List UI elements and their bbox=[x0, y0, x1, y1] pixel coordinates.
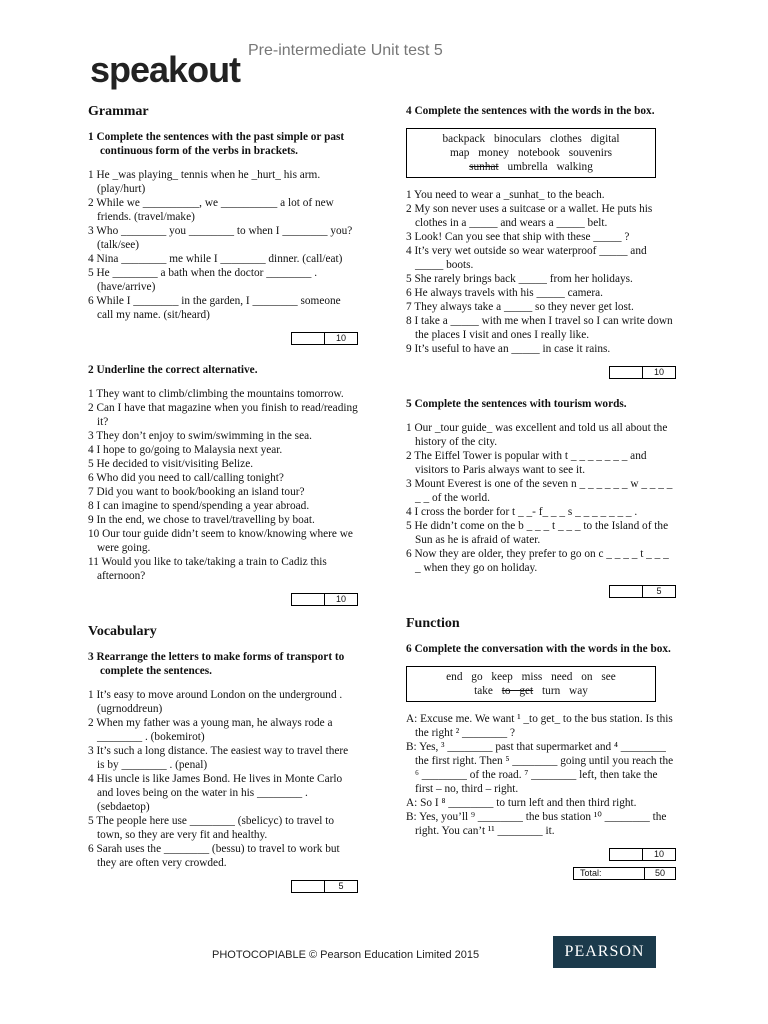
ex6-line: A: Excuse me. We want ¹ _to get_ to the bus station. Is this the right ² ________ ? bbox=[406, 713, 673, 739]
ex4-item: 5 She rarely brings back _____ from her holidays. bbox=[406, 273, 633, 285]
ex3-item: 6 Sarah uses the ________ (bessu) to travel to work but they are often very crowded. bbox=[88, 843, 340, 869]
ex2-item: 9 In the end, we chose to travel/travelling by boat. bbox=[88, 514, 315, 526]
ex1-instruction: 1 Complete the sentences with the past simple or past continuous form of the verbs in brackets. bbox=[88, 131, 345, 157]
ex6-line: B: Yes, ³ ________ past that supermarket and ⁴ ________ the first right. Then ⁵ ________ going until you reach the ⁶ ________ of the road. ⁷ ________ left, then take the first – no, third – right. bbox=[406, 741, 674, 795]
ex6-score-box: 10 bbox=[406, 848, 676, 861]
left-column bbox=[88, 104, 358, 911]
ex5-item: 4 I cross the border for t _ _- f_ _ _ s _ _ _ _ _ _ _ . bbox=[406, 506, 638, 518]
ex4-item: 2 My son never uses a suitcase or a wallet. He puts his clothes in a _____ and wears a _____ belt. bbox=[406, 203, 653, 229]
total-score-box: Total: 50 bbox=[406, 867, 676, 880]
ex6-line: A: So I ⁸ ________ to turn left and then third right. bbox=[406, 797, 637, 809]
ex4-item: 1 You need to wear a _sunhat_ to the beach. bbox=[406, 189, 605, 201]
ex4-item: 7 They always take a _____ so they never get lost. bbox=[406, 301, 634, 313]
ex2-item: 3 They don’t enjoy to swim/swimming in the sea. bbox=[88, 430, 312, 442]
ex5-instruction: 5 Complete the sentences with tourism words. bbox=[406, 398, 627, 410]
ex2-item: 7 Did you want to book/booking an island tour? bbox=[88, 486, 305, 498]
ex4-word-box: backpack binoculars clothes digital map money notebook souvenirs sunhat umbrella walking bbox=[406, 128, 656, 178]
ex2-item: 10 Our tour guide didn’t seem to know/knowing where we were going. bbox=[88, 528, 353, 554]
ex3-item: 5 The people here use ________ (sbelicyc) to travel to town, so they are very fit and healthy. bbox=[88, 815, 335, 841]
vocabulary-heading: Vocabulary bbox=[88, 624, 157, 639]
ex2-score-box: 10 bbox=[88, 593, 358, 606]
ex3-item: 2 When my father was a young man, he always rode a ________ . (bokemirot) bbox=[88, 717, 333, 743]
ex6-word-box: end go keep miss need on see take to get turn way bbox=[406, 666, 656, 702]
ex2-item: 2 Can I have that magazine when you finish to read/reading it? bbox=[88, 402, 358, 428]
ex4-instruction: 4 Complete the sentences with the words in the box. bbox=[406, 105, 655, 117]
ex4-item: 3 Look! Can you see that ship with these _____ ? bbox=[406, 231, 630, 243]
pearson-logo: PEARSON bbox=[553, 936, 656, 968]
ex6-line: B: Yes, you’ll ⁹ ________ the bus station ¹⁰ ________ the right. You can’t ¹¹ ________ it. bbox=[406, 811, 667, 837]
ex4-score-box: 10 bbox=[406, 366, 676, 379]
unit-title: Pre-intermediate Unit test 5 bbox=[248, 42, 443, 59]
ex3-item: 1 It’s easy to move around London on the underground . (ugrnoddreun) bbox=[88, 689, 343, 715]
ex5-item: 3 Mount Everest is one of the seven n _ _ _ _ _ _ w _ _ _ _ _ _ of the world. bbox=[406, 478, 673, 504]
ex3-instruction: 3 Rearrange the letters to make forms of transport to complete the sentences. bbox=[88, 651, 345, 677]
ex2-item: 5 He decided to visit/visiting Belize. bbox=[88, 458, 254, 470]
ex3-item: 3 It’s such a long distance. The easiest way to travel there is by ________ . (penal) bbox=[88, 745, 349, 771]
ex4-item: 9 It’s useful to have an _____ in case it rains. bbox=[406, 343, 611, 355]
ex2-item: 8 I can imagine to spend/spending a year abroad. bbox=[88, 500, 310, 512]
ex5-item: 5 He didn’t come on the b _ _ _ t _ _ _ to the Island of the Sun as he is afraid of water. bbox=[406, 520, 669, 546]
ex5-score-box: 5 bbox=[406, 585, 676, 598]
ex2-item: 11 Would you like to take/taking a train to Cadiz this afternoon? bbox=[88, 556, 327, 582]
ex2-item: 6 Who did you need to call/calling tonight? bbox=[88, 472, 284, 484]
ex1-item: 3 Who ________ you ________ to when I ________ you? (talk/see) bbox=[88, 225, 353, 251]
ex1-item: 5 He ________ a bath when the doctor ________ . (have/arrive) bbox=[88, 267, 318, 293]
ex2-instruction: 2 Underline the correct alternative. bbox=[88, 364, 258, 376]
ex2-item: 4 I hope to go/going to Malaysia next year. bbox=[88, 444, 283, 456]
function-heading: Function bbox=[406, 616, 460, 631]
ex1-item: 2 While we __________, we __________ a lot of new friends. (travel/make) bbox=[88, 197, 334, 223]
footer-copyright: PHOTOCOPIABLE © Pearson Education Limited 2015 bbox=[212, 949, 480, 961]
ex1-item: 6 While I ________ in the garden, I ________ someone call my name. (sit/heard) bbox=[88, 295, 341, 321]
grammar-heading: Grammar bbox=[88, 104, 149, 119]
ex5-item: 1 Our _tour guide_ was excellent and told us all about the history of the city. bbox=[406, 422, 668, 448]
ex5-item: 6 Now they are older, they prefer to go on c _ _ _ _ t _ _ _ _ when they go on holiday. bbox=[406, 548, 669, 574]
ex5-item: 2 The Eiffel Tower is popular with t _ _ _ _ _ _ _ and visitors to Paris always want to see it. bbox=[406, 450, 647, 476]
ex1-score-box: 10 bbox=[88, 332, 358, 345]
right-column bbox=[406, 104, 676, 880]
ex3-item: 4 His uncle is like James Bond. He lives in Monte Carlo and loves being on the water in his ________ . (sebdaetop) bbox=[88, 773, 343, 813]
ex2-item: 1 They want to climb/climbing the mountains tomorrow. bbox=[88, 388, 344, 400]
ex1-item: 1 He _was playing_ tennis when he _hurt_ his arm. (play/hurt) bbox=[88, 169, 321, 195]
ex4-item: 4 It’s very wet outside so wear waterproof _____ and _____ boots. bbox=[406, 245, 647, 271]
ex4-item: 6 He always travels with his _____ camera. bbox=[406, 287, 604, 299]
ex4-item: 8 I take a _____ with me when I travel so I can write down the places I visit and ones I really like. bbox=[406, 315, 673, 341]
speakout-logo: speakout bbox=[90, 49, 241, 90]
ex1-item: 4 Nina ________ me while I ________ dinner. (call/eat) bbox=[88, 253, 343, 265]
ex6-instruction: 6 Complete the conversation with the words in the box. bbox=[406, 643, 671, 655]
ex3-score-box: 5 bbox=[88, 880, 358, 893]
